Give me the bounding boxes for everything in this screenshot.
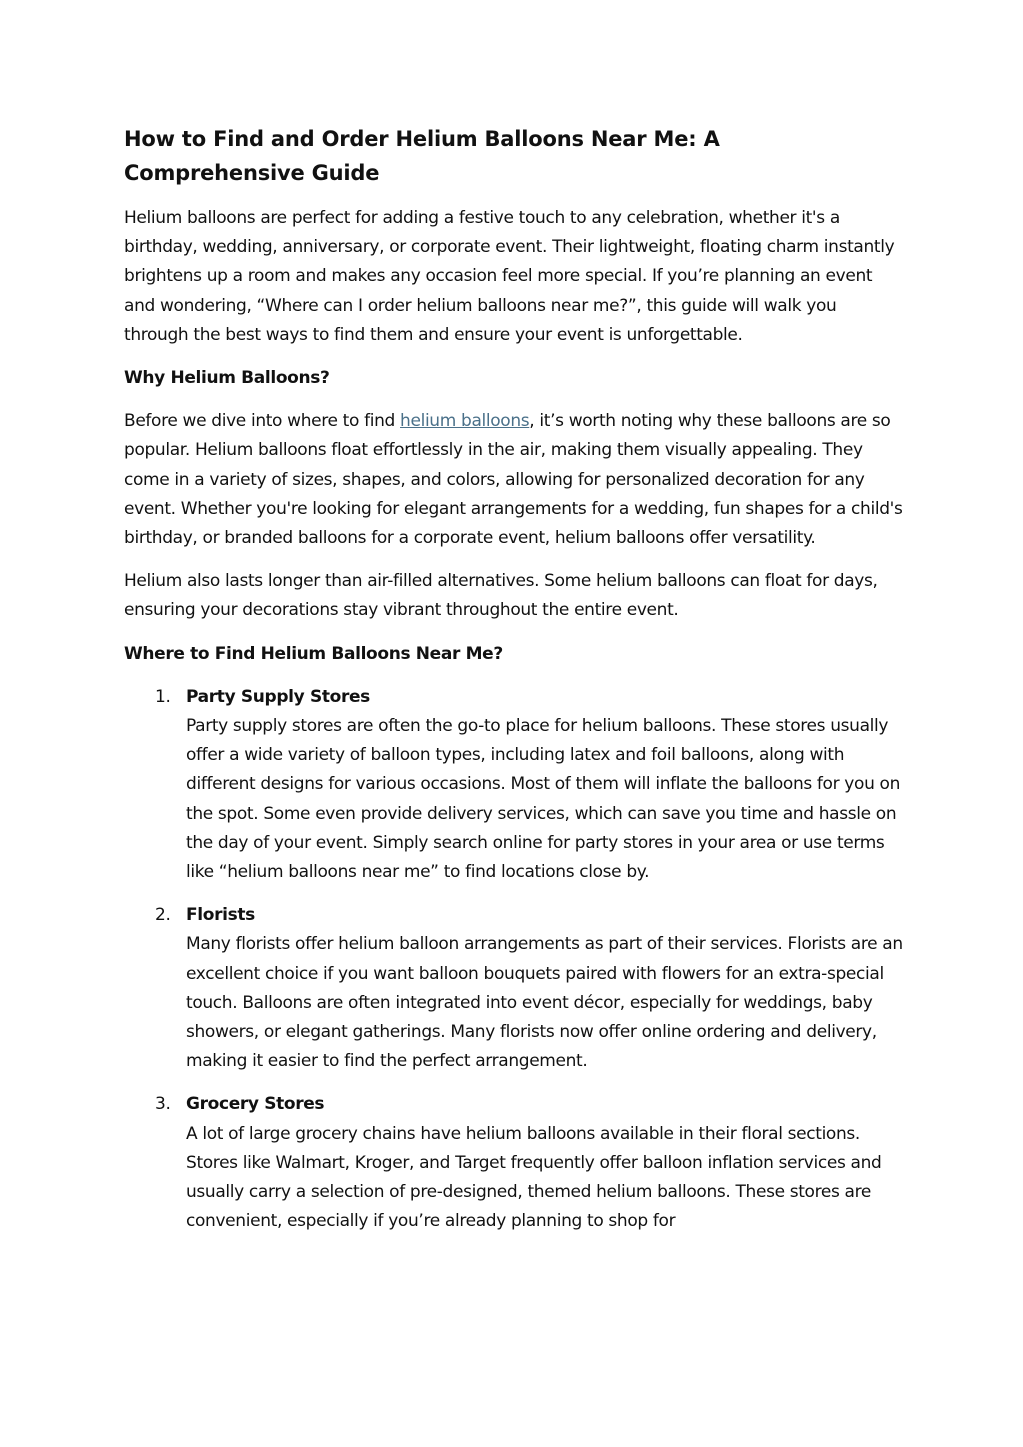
list-item-florists — [124, 901, 904, 1076]
list-item-number: 2. — [155, 905, 171, 926]
list-item-party-supply-stores — [124, 683, 904, 887]
intro-paragraph: Helium balloons are perfect for adding a festive touch to any celebration, whether it's a birthday, wedding, anniversary, or corporate event. Their lightweight, floating charm instantly brightens up a room and makes any occasion feel more special. If you’re planning an event and wondering, “Where can I order helium balloons near me?”, this guide will walk you through the best ways to find them and ensure your event is unforgettable. — [124, 208, 895, 345]
document-page — [124, 122, 904, 1251]
why-paragraph-1 — [124, 407, 904, 553]
list-item-title: Party Supply Stores — [186, 686, 370, 707]
list-item-number: 3. — [155, 1094, 171, 1115]
why-paragraph-2: Helium also lasts longer than air-filled alternatives. Some helium balloons can float for days, ensuring your decorations stay vibrant throughout the entire event. — [124, 571, 878, 621]
section-heading-where: Where to Find Helium Balloons Near Me? — [124, 643, 503, 664]
list-item-text: A lot of large grocery chains have helium balloons available in their floral sections. Stores like Walmart, Kroger, and Target frequently offer balloon inflation services and usually carry a selection of pre-designed, themed helium balloons. These stores are convenient, especially if you’re already planning to shop for — [186, 1123, 882, 1232]
page-title: How to Find and Order Helium Balloons Near Me: A Comprehensive Guide — [124, 127, 720, 185]
helium-balloons-link[interactable]: helium balloons — [400, 411, 530, 432]
list-item-text: Many florists offer helium balloon arrangements as part of their services. Florists are an excellent choice if you want balloon bouquets paired with flowers for an extra-special touch. Balloons are often integrated into event décor, especially for weddings, baby showers, or elegant gatherings. Many florists now offer online ordering and delivery, making it easier to find the perfect arrangement. — [186, 934, 903, 1072]
list-item-title: Florists — [186, 905, 255, 926]
list-item-number: 1. — [155, 686, 171, 707]
section-heading-why: Why Helium Balloons? — [124, 368, 330, 389]
list-item-text: Party supply stores are often the go-to place for helium balloons. These stores usually offer a wide variety of balloon types, including latex and foil balloons, along with different designs for various occasions. Most of them will inflate the balloons for you on the spot. Some even provide delivery services, which can save you time and hassle on the day of your event. Simply search online for party stores in your area or use terms like “helium balloons near me” to find locations close by. — [186, 716, 901, 883]
why-text-before-link: Before we dive into where to find — [124, 411, 401, 432]
where-list — [124, 683, 904, 1237]
list-item-title: Grocery Stores — [186, 1094, 325, 1115]
list-item-grocery-stores — [124, 1090, 904, 1236]
why-text-after-link: , it’s worth noting why these balloons are so popular. Helium balloons float effortlessly in the air, making them visually appealing. They come in a variety of sizes, shapes, and colors, allowing for personalized decoration for any event. Whether you're looking for elegant arrangements for a wedding, fun shapes for a child's birthday, or branded balloons for a corporate event, helium balloons offer versatility. — [124, 411, 903, 549]
